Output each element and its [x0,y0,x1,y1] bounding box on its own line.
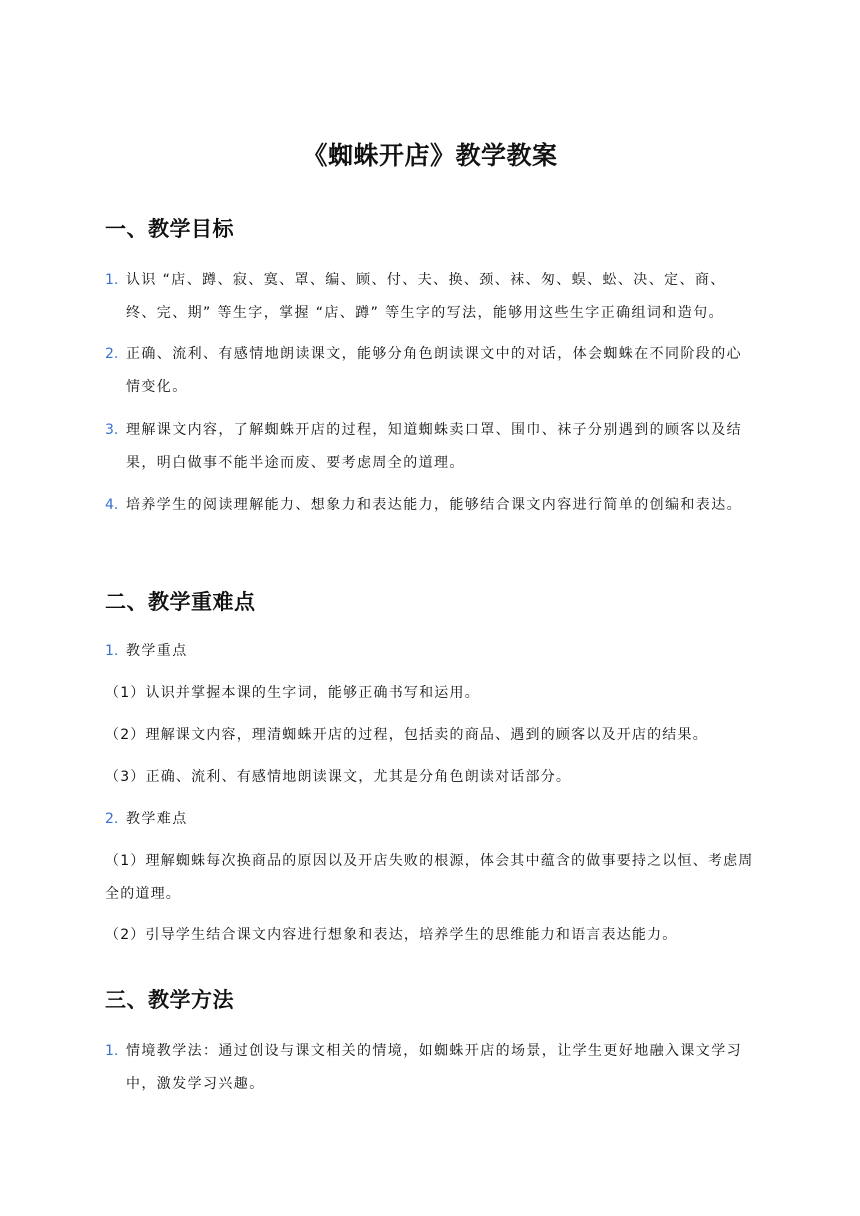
list-number: 1. [105,272,119,288]
key-point: （2）理解课文内容，理清蜘蛛开店的过程，包括卖的商品、遇到的顾客以及开店的结果。 [105,727,708,743]
list-number: 2. [105,811,119,827]
list-number: 2. [105,346,119,362]
list-item [105,264,755,330]
list-number: 1. [105,1043,119,1059]
section-heading-objectives: 一、教学目标 [105,217,234,241]
list-text: 情境教学法：通过创设与课文相关的情境，如蜘蛛开店的场景，让学生更好地融入课文学习中，激发学习兴趣。 [126,1043,742,1092]
list-text: 培养学生的阅读理解能力、想象力和表达能力，能够结合课文内容进行简单的创编和表达。 [126,497,742,513]
list-number: 1. [105,643,119,659]
list-item [105,1035,755,1101]
list-item [105,414,755,480]
section-heading-methods: 三、教学方法 [105,988,234,1012]
difficult-point: （1）理解蜘蛛每次换商品的原因以及开店失败的根源，体会其中蕴含的做事要持之以恒、考虑周全的道理。 [105,853,754,902]
difficult-points-label: 教学难点 [126,811,188,827]
key-points-label: 教学重点 [126,643,188,659]
key-point: （3）正确、流利、有感情地朗读课文，尤其是分角色朗读对话部分。 [105,769,572,785]
list-item [105,489,755,522]
list-number: 4. [105,497,119,513]
list-number: 3. [105,422,119,438]
document-title: 《蜘蛛开店》教学教案 [302,141,558,170]
section-heading-key-difficult: 二、教学重难点 [105,590,256,614]
list-text: 认识 “店、蹲、寂、寞、罩、编、顾、付、夫、换、颈、袜、匆、蜈、蚣、决、定、商、终、完、期” 等生字，掌握 “店、蹲” 等生字的写法，能够用这些生字正确组词和造句。 [126,272,726,321]
difficult-point: （2）引导学生结合课文内容进行想象和表达，培养学生的思维能力和语言表达能力。 [105,927,678,943]
list-text: 理解课文内容，了解蜘蛛开店的过程，知道蜘蛛卖口罩、围巾、袜子分别遇到的顾客以及结果，明白做事不能半途而废、要考虑周全的道理。 [126,422,742,471]
key-point: （1）认识并掌握本课的生字词，能够正确书写和运用。 [105,685,480,701]
list-text: 正确、流利、有感情地朗读课文，能够分角色朗读课文中的对话，体会蜘蛛在不同阶段的心情变化。 [126,346,742,395]
list-item [105,338,755,404]
list-item [105,803,755,836]
list-item [105,635,755,668]
